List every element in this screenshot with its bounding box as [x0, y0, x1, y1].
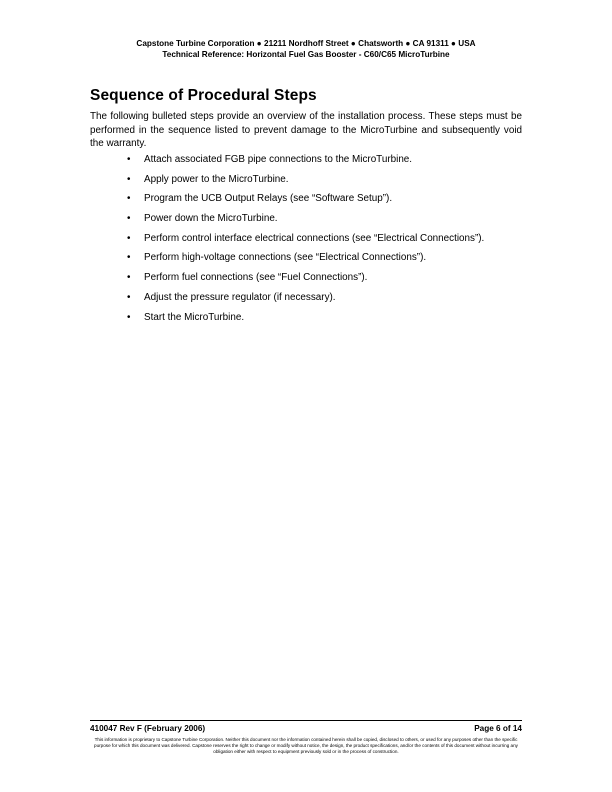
header-reference-line: Technical Reference: Horizontal Fuel Gas Booster - C60/C65 MicroTurbine [162, 50, 450, 59]
step-text: Perform high-voltage connections (see “Electrical Connections”). [144, 252, 427, 264]
bullet-marker: • [127, 311, 131, 323]
bullet-marker: • [127, 232, 131, 244]
proprietary-disclaimer: This information is proprietary to Capstone Turbine Corporation. Neither this document nor the information contained herein shall be copied, disclosed to others, or used for any purposes other than the specific purpose for which this document was delivered. Capstone reserves the right to change or modify without notice, the design, the product specifications, and/or the contents of this document without incurring any obligation either with respect to equipment previously sold or in the process of construction. [94, 737, 518, 755]
header-company-line: Capstone Turbine Corporation ● 21211 Nordhoff Street ● Chatsworth ● CA 91311 ● USA [136, 39, 476, 48]
list-item [127, 233, 527, 245]
bullet-marker: • [127, 193, 131, 205]
bullet-marker: • [127, 272, 131, 284]
bullet-marker: • [127, 213, 131, 225]
bullet-marker: • [127, 173, 131, 185]
list-item [127, 272, 527, 284]
section-title: Sequence of Procedural Steps [90, 87, 317, 104]
step-text: Start the MicroTurbine. [144, 311, 245, 323]
list-item [127, 292, 527, 304]
list-item [127, 174, 527, 186]
bullet-marker: • [127, 252, 131, 264]
list-item [127, 154, 527, 166]
document-revision: 410047 Rev F (February 2006) [90, 724, 206, 733]
step-text: Power down the MicroTurbine. [144, 213, 278, 225]
step-text: Perform control interface electrical connections (see “Electrical Connections”). [144, 232, 485, 244]
step-text: Adjust the pressure regulator (if necessary). [144, 291, 336, 303]
bullet-marker: • [127, 291, 131, 303]
page-number: Page 6 of 14 [474, 724, 522, 733]
list-item [127, 312, 527, 324]
step-text: Perform fuel connections (see “Fuel Connections”). [144, 272, 368, 284]
page-header [0, 38, 612, 60]
intro-paragraph: The following bulleted steps provide an overview of the installation process. These steps must be performed in the sequence listed to prevent damage to the MicroTurbine and subsequently void the warranty. [90, 111, 522, 150]
step-text: Program the UCB Output Relays (see “Software Setup”). [144, 193, 393, 205]
list-item [127, 252, 527, 264]
step-text: Attach associated FGB pipe connections to the MicroTurbine. [144, 154, 413, 165]
list-item [127, 213, 527, 225]
footer-divider [90, 720, 522, 721]
bullet-marker: • [127, 154, 131, 165]
list-item [127, 193, 527, 205]
procedure-steps-list [127, 154, 527, 331]
step-text: Apply power to the MicroTurbine. [144, 173, 289, 185]
